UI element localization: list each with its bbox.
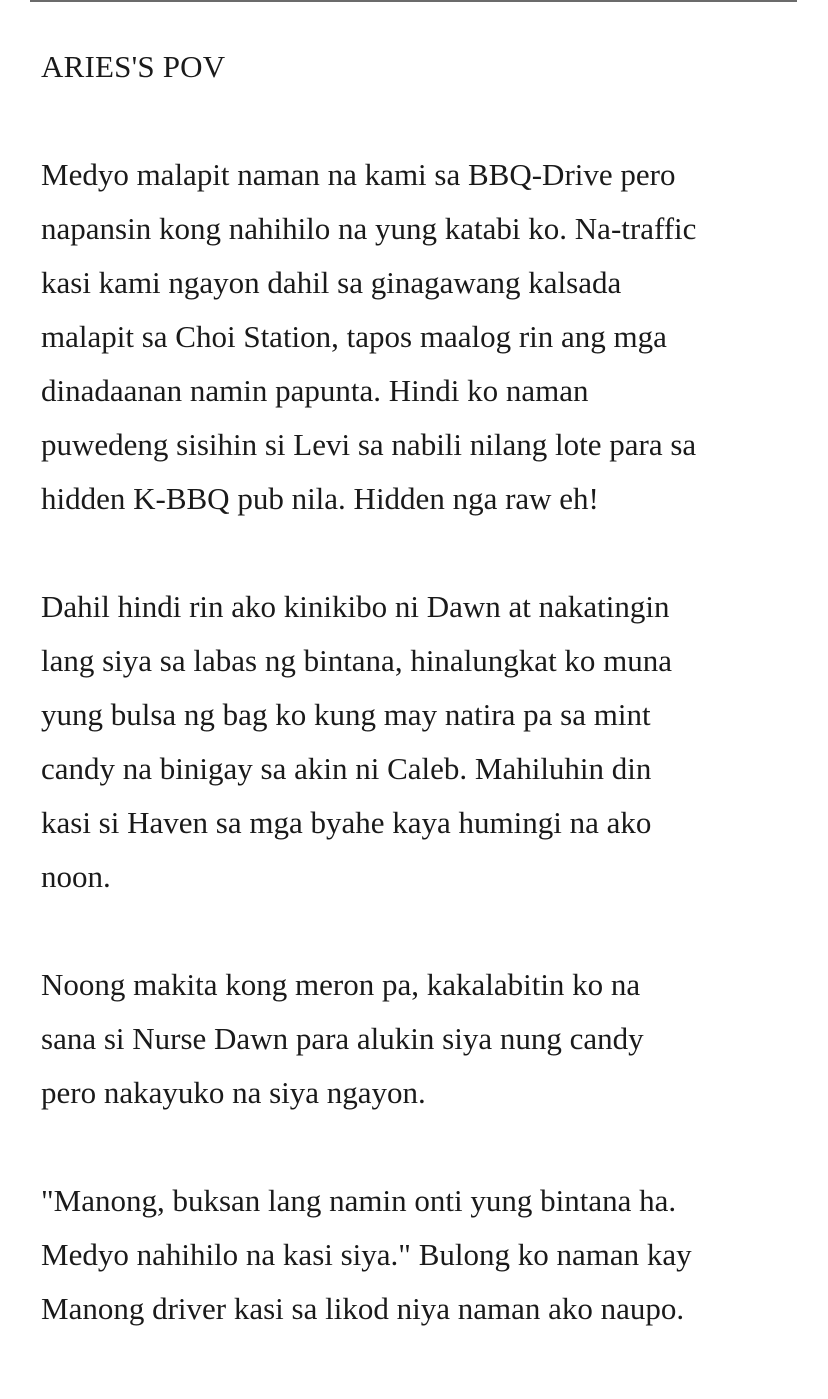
story-paragraph [41,1174,811,1336]
text-line: kasi si Haven sa mga byahe kaya humingi na ako [41,805,652,840]
text-line: hidden K-BBQ pub nila. Hidden nga raw eh! [41,481,599,516]
text-line: dinadaanan namin papunta. Hindi ko naman [41,373,589,408]
text-line: napansin kong nahihilo na yung katabi ko. Na-traffic [41,211,697,246]
text-line: pero nakayuko na siya ngayon. [41,1075,426,1110]
story-paragraph [41,958,811,1120]
text-line: malapit sa Choi Station, tapos maalog rin ang mga [41,319,667,354]
chapter-heading: ARIES'S POV [41,49,226,84]
story-content [41,40,811,1336]
text-line: Noong makita kong meron pa, kakalabitin ko na [41,967,641,1002]
top-divider [30,0,797,2]
text-line: kasi kami ngayon dahil sa ginagawang kalsada [41,265,622,300]
story-paragraph [41,148,811,526]
text-line: candy na binigay sa akin ni Caleb. Mahiluhin din [41,751,652,786]
text-line: sana si Nurse Dawn para alukin siya nung candy [41,1021,644,1056]
text-line: "Manong, buksan lang namin onti yung bintana ha. [41,1183,677,1218]
story-paragraph [41,580,811,904]
text-line: Medyo nahihilo na kasi siya." Bulong ko naman kay [41,1237,692,1272]
text-line: Dahil hindi rin ako kinikibo ni Dawn at nakatingin [41,589,670,624]
text-line: puwedeng sisihin si Levi sa nabili nilang lote para sa [41,427,697,462]
text-line: lang siya sa labas ng bintana, hinalungkat ko muna [41,643,673,678]
text-line: noon. [41,859,111,894]
text-line: Manong driver kasi sa likod niya naman ako naupo. [41,1291,685,1326]
text-line: yung bulsa ng bag ko kung may natira pa sa mint [41,697,651,732]
text-line: Medyo malapit naman na kami sa BBQ-Drive pero [41,157,676,192]
